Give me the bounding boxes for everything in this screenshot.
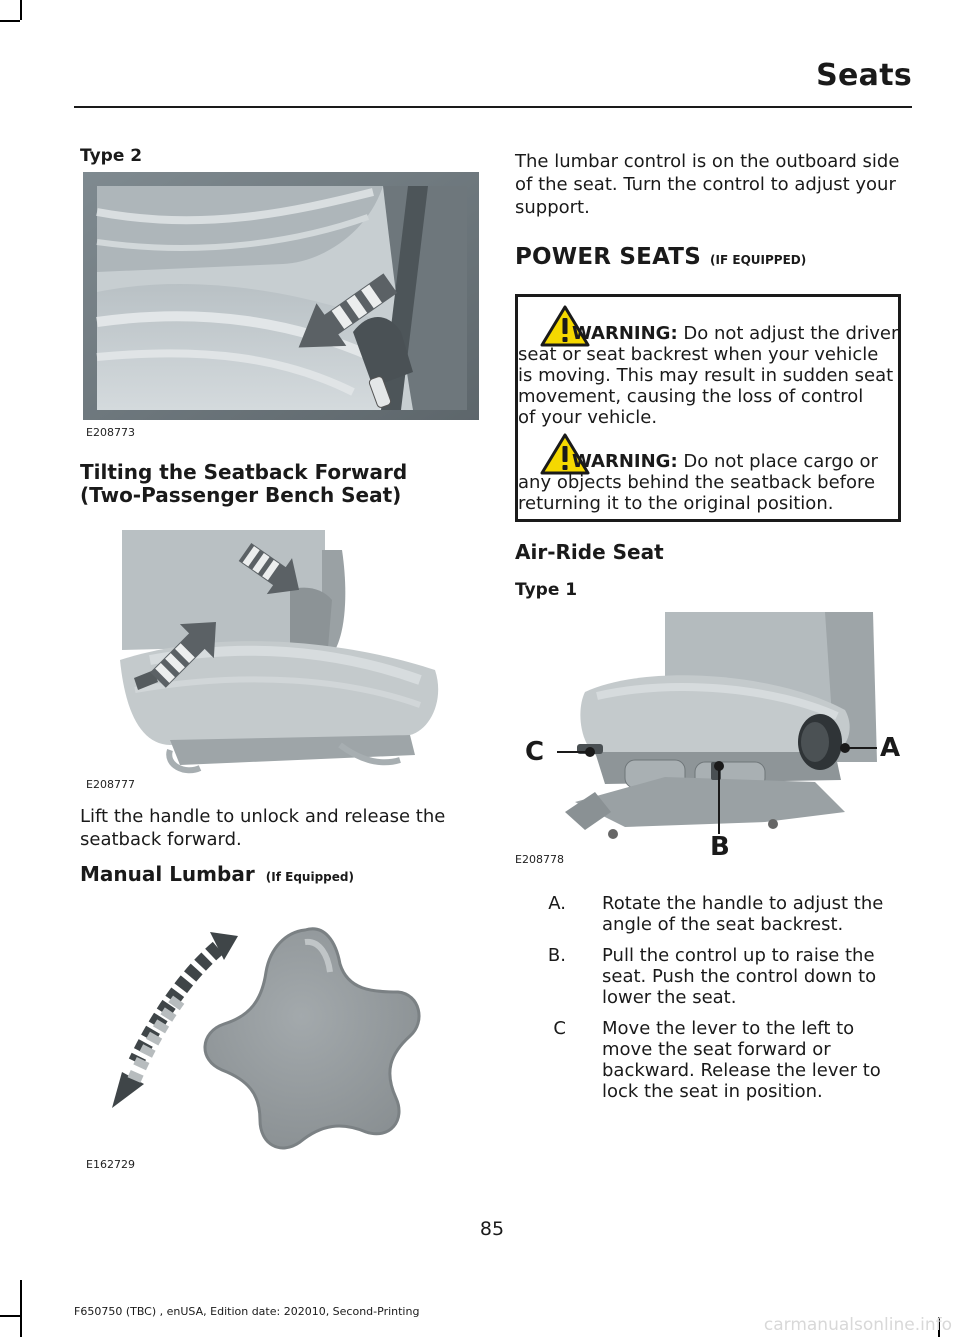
list-item-b-line3: lower the seat. <box>602 987 737 1008</box>
warning-1-line5: of your vehicle. <box>518 407 658 428</box>
list-item-c <box>602 1018 902 1102</box>
lumbar-heading <box>80 863 354 886</box>
list-item-a-line2: angle of the seat backrest. <box>602 914 844 935</box>
warning-2-line3: returning it to the original position. <box>518 493 834 514</box>
list-label-a: A. <box>548 893 566 914</box>
list-label-c: C <box>553 1018 566 1039</box>
figure-id-3: E162729 <box>86 1158 135 1171</box>
list-item-c-line3: backward. Release the lever to <box>602 1060 881 1081</box>
figure-air-ride-seat <box>515 612 910 862</box>
lumbar-knob-illustration <box>100 912 450 1162</box>
watermark: carmanualsonline.info <box>763 1315 952 1335</box>
list-item-b-line2: seat. Push the control down to <box>602 966 877 987</box>
page-title: Seats <box>816 58 912 93</box>
lumbar-text-line3: support. <box>515 197 590 218</box>
warning-2-line2: any objects behind the seatback before <box>518 472 876 493</box>
callout-c: C <box>525 737 545 767</box>
list-item-b <box>602 945 902 1008</box>
tilt-text-line2: seatback forward. <box>80 829 242 850</box>
power-seats-heading-suffix: (IF EQUIPPED) <box>710 253 807 267</box>
lumbar-heading-text: Manual Lumbar <box>80 862 255 886</box>
warning-1-line3: is moving. This may result in sudden seat <box>518 365 894 386</box>
warning-2 <box>518 451 902 514</box>
list-label-b: B. <box>547 945 566 966</box>
warning-1-line1: Do not adjust the driver <box>683 323 899 344</box>
callout-a: A <box>880 733 901 763</box>
warning-box <box>515 294 901 522</box>
type2-heading: Type 2 <box>80 146 143 166</box>
power-seats-heading <box>515 244 806 270</box>
type1-heading: Type 1 <box>515 580 578 600</box>
warning-2-line1: Do not place cargo or <box>683 451 878 472</box>
tilt-heading-line2: (Two-Passenger Bench Seat) <box>80 483 402 507</box>
tilt-heading-line1: Tilting the Seatback Forward <box>80 460 408 484</box>
page-number: 85 <box>479 1218 505 1240</box>
figure-id-4: E208778 <box>515 853 564 866</box>
figure-id-2: E208777 <box>86 778 135 791</box>
tilt-text-line1: Lift the handle to unlock and release the <box>80 806 446 827</box>
bench-seat-illustration <box>83 172 479 420</box>
figure-id-1: E208773 <box>86 426 135 439</box>
crop-mark-bottom-left-h <box>0 1315 20 1317</box>
figure-bench-seat-type2 <box>83 172 479 420</box>
list-item-c-line2: move the seat forward or <box>602 1039 831 1060</box>
figure-lumbar-knob <box>100 912 450 1162</box>
warning-1-line2: seat or seat backrest when your vehicle <box>518 344 879 365</box>
lumbar-heading-suffix: (If Equipped) <box>265 870 354 884</box>
rotate-arrow-icon <box>112 932 238 1108</box>
warning-1-label: WARNING: <box>572 323 678 344</box>
list-item-c-line1: Move the lever to the left to <box>602 1018 855 1039</box>
warning-1-line4: movement, causing the loss of control <box>518 386 864 407</box>
figure-seatback-tilt <box>110 530 450 776</box>
air-ride-seat-illustration <box>515 612 910 862</box>
list-item-a <box>602 893 902 935</box>
footer-edition: F650750 (TBC) , enUSA, Edition date: 202010, Second-Printing <box>74 1305 420 1318</box>
seatback-tilt-illustration <box>110 530 450 776</box>
power-seats-heading-text: POWER SEATS <box>515 244 701 270</box>
crop-mark-bottom-left <box>20 1280 22 1337</box>
list-item-b-line1: Pull the control up to raise the <box>602 945 875 966</box>
crop-mark-top-left-h <box>0 20 20 22</box>
warning-1 <box>518 323 902 428</box>
air-ride-heading: Air-Ride Seat <box>515 540 664 564</box>
callout-b: B <box>710 832 730 862</box>
list-item-c-line4: lock the seat in position. <box>602 1081 823 1102</box>
lumbar-text-line2: of the seat. Turn the control to adjust your <box>515 174 896 195</box>
lumbar-text-line1: The lumbar control is on the outboard side <box>515 151 900 172</box>
crop-mark-top-left <box>20 0 22 20</box>
list-item-a-line1: Rotate the handle to adjust the <box>602 893 884 914</box>
warning-2-label: WARNING: <box>572 451 678 472</box>
header-rule <box>74 106 912 108</box>
